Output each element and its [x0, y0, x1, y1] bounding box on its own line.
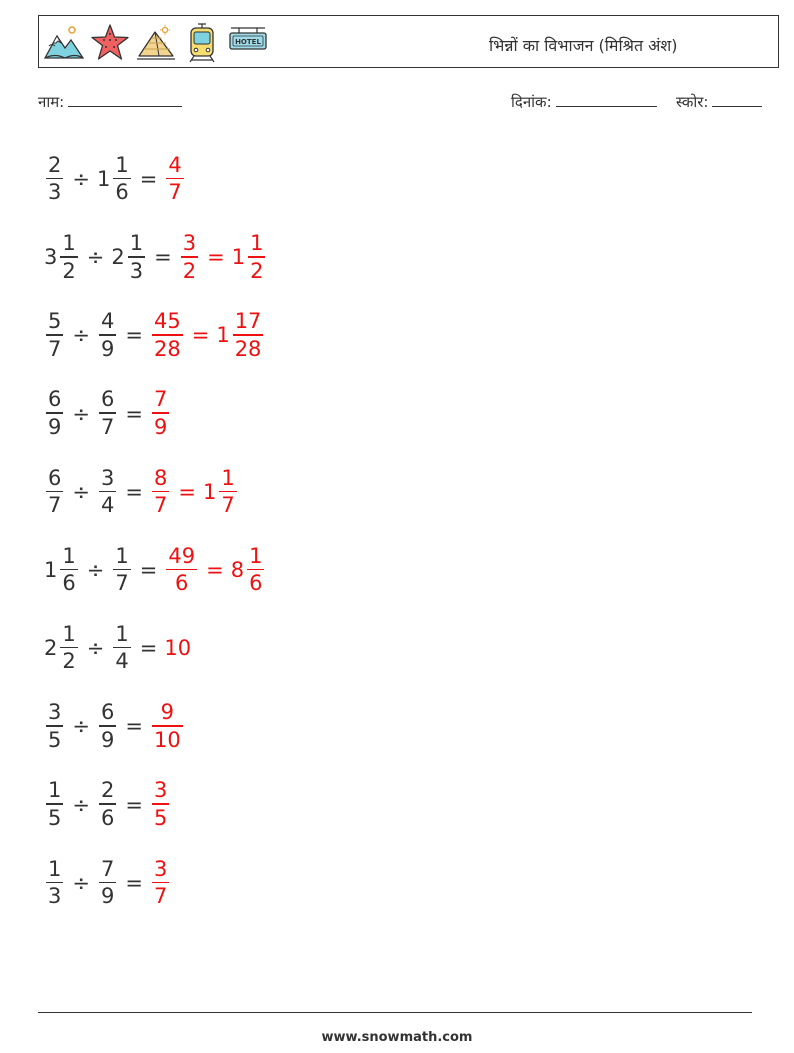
operand [44, 543, 80, 596]
operand [44, 152, 65, 205]
whole-number: 3 [44, 245, 58, 270]
numerator: 1 [48, 856, 62, 881]
mountain-icon [43, 22, 85, 64]
operand [97, 311, 118, 360]
problem-row [44, 687, 267, 765]
fraction [46, 780, 63, 829]
name-line[interactable] [68, 93, 182, 107]
denominator: 5 [48, 727, 62, 752]
equals-sign: = [191, 323, 210, 348]
fraction [46, 465, 63, 518]
equals-sign: = [154, 245, 172, 270]
denominator: 9 [48, 414, 62, 439]
denominator: 2 [62, 258, 76, 283]
fraction [99, 780, 116, 829]
operand [44, 465, 65, 518]
answer-term [150, 465, 171, 518]
problem-row [44, 296, 267, 374]
denominator: 7 [115, 571, 129, 596]
numerator: 49 [168, 543, 196, 568]
header-icons [43, 22, 269, 64]
operand [111, 543, 132, 596]
denominator: 2 [62, 649, 76, 674]
denominator: 6 [175, 571, 189, 596]
divide-sign: ÷ [72, 792, 90, 817]
denominator: 9 [153, 414, 168, 439]
fraction [152, 465, 169, 518]
equals-sign: = [125, 479, 143, 504]
starfish-icon [89, 22, 131, 64]
numerator: 1 [48, 778, 62, 803]
pyramid-icon [135, 22, 177, 64]
operand [44, 856, 65, 909]
answer-term [164, 636, 192, 660]
equals-sign: = [139, 167, 158, 192]
answer-term [202, 465, 239, 518]
numerator: 1 [221, 465, 235, 490]
divide-sign: ÷ [86, 636, 105, 661]
fraction [46, 152, 63, 205]
problem-row [44, 609, 267, 687]
fraction [113, 152, 130, 205]
fraction [166, 543, 197, 596]
score-label: स्कोर: [676, 93, 709, 111]
answer-term [164, 543, 199, 596]
whole-number: 1 [216, 323, 230, 348]
denominator: 7 [221, 493, 235, 518]
operand [44, 780, 65, 829]
numerator: 1 [249, 543, 263, 568]
denominator: 5 [48, 805, 62, 830]
problem-row [44, 218, 267, 296]
equals-sign: = [125, 870, 143, 895]
numerator: 1 [115, 543, 129, 568]
denominator: 7 [153, 493, 168, 518]
page-title: भिन्नों का विभाजन (मिश्रित अंश) [489, 36, 678, 55]
denominator: 2 [182, 258, 197, 283]
divide-sign: ÷ [72, 323, 90, 348]
numerator: 4 [168, 152, 182, 177]
denominator: 7 [48, 336, 62, 361]
numerator: 6 [48, 465, 62, 490]
denominator: 7 [100, 414, 115, 439]
denominator: 2 [250, 258, 264, 283]
operand [97, 780, 118, 829]
operand [44, 702, 65, 751]
numerator: 3 [153, 778, 168, 803]
numerator: 2 [48, 152, 62, 177]
divide-sign: ÷ [72, 714, 90, 739]
numerator: 6 [100, 387, 115, 412]
denominator: 6 [249, 571, 263, 596]
numerator: 1 [115, 621, 129, 646]
problem-list [44, 140, 267, 922]
denominator: 7 [153, 884, 168, 909]
answer-term [216, 311, 265, 360]
numerator: 17 [234, 309, 262, 334]
fraction [166, 152, 183, 205]
header-box [38, 15, 779, 68]
fraction [152, 702, 183, 751]
fraction [128, 233, 145, 282]
numerator: 6 [48, 387, 62, 412]
denominator: 28 [153, 336, 181, 361]
score-field [676, 92, 762, 112]
footer-website: www.snowmath.com [321, 1030, 473, 1045]
numerator: 3 [100, 465, 115, 490]
problem-row [44, 375, 267, 453]
name-label: नाम: [38, 93, 65, 111]
numerator: 1 [62, 231, 76, 256]
fraction [248, 233, 265, 282]
fraction [46, 702, 63, 751]
answer-term [150, 702, 185, 751]
denominator: 9 [100, 727, 115, 752]
fraction [233, 311, 264, 360]
denominator: 3 [48, 180, 62, 205]
score-line[interactable] [712, 93, 762, 107]
whole-number: 1 [44, 558, 58, 583]
name-field [38, 92, 182, 112]
denominator: 10 [153, 727, 181, 752]
numerator: 6 [100, 700, 115, 725]
denominator: 28 [234, 336, 262, 361]
whole-number: 1 [202, 479, 217, 504]
whole-number: 10 [164, 636, 192, 661]
fraction [152, 856, 169, 909]
fraction [60, 543, 77, 596]
divide-sign: ÷ [86, 245, 105, 270]
divide-sign: ÷ [72, 401, 90, 426]
whole-number: 1 [231, 245, 246, 270]
denominator: 5 [153, 805, 168, 830]
numerator: 9 [160, 700, 175, 725]
fraction [219, 465, 236, 518]
equals-sign: = [178, 479, 196, 504]
problem-row [44, 531, 267, 609]
fraction [99, 389, 116, 438]
fraction [247, 543, 264, 596]
problem-row [44, 844, 267, 922]
answer-term [232, 233, 268, 282]
operand [111, 233, 147, 282]
numerator: 1 [250, 231, 264, 256]
answer-term [164, 152, 185, 205]
answer-term [179, 233, 200, 282]
divide-sign: ÷ [86, 558, 105, 583]
fraction [60, 621, 77, 674]
numerator: 4 [100, 309, 115, 334]
fraction [46, 311, 63, 360]
fraction [46, 389, 63, 438]
operand [97, 389, 118, 438]
whole-number: 1 [96, 167, 111, 192]
operand [97, 702, 118, 751]
numerator: 1 [129, 231, 144, 256]
denominator: 4 [115, 649, 129, 674]
answer-term [150, 311, 185, 360]
problem-row [44, 453, 267, 531]
answer-term [150, 780, 171, 829]
fraction [99, 856, 116, 909]
operand [44, 311, 65, 360]
denominator: 6 [62, 571, 76, 596]
answer-term [150, 856, 171, 909]
fraction [46, 856, 63, 909]
denominator: 7 [48, 493, 62, 518]
problem-row [44, 766, 267, 844]
denominator: 9 [100, 884, 115, 909]
denominator: 6 [115, 180, 129, 205]
hotel-sign-text: HOTEL [235, 38, 261, 46]
denominator: 4 [100, 493, 115, 518]
fraction [152, 389, 169, 438]
operand [96, 152, 133, 205]
divide-sign: ÷ [72, 167, 90, 192]
date-line[interactable] [556, 93, 657, 107]
fraction [99, 702, 116, 751]
numerator: 3 [153, 856, 168, 881]
hotel-sign-icon [227, 22, 269, 64]
operand [97, 856, 118, 909]
footer-divider [38, 1012, 752, 1013]
numerator: 7 [153, 387, 168, 412]
operand [44, 233, 80, 282]
equals-sign: = [139, 636, 158, 661]
fraction [152, 311, 183, 360]
numerator: 7 [100, 856, 115, 881]
whole-number: 2 [44, 636, 58, 661]
whole-number: 8 [230, 558, 245, 583]
equals-sign: = [139, 558, 158, 583]
numerator: 3 [48, 700, 62, 725]
numerator: 8 [153, 465, 168, 490]
denominator: 3 [129, 258, 144, 283]
equals-sign: = [206, 558, 224, 583]
numerator: 1 [62, 621, 76, 646]
equals-sign: = [125, 714, 143, 739]
divide-sign: ÷ [72, 479, 90, 504]
operand [44, 621, 80, 674]
fraction [99, 311, 116, 360]
numerator: 1 [115, 152, 129, 177]
fraction [152, 780, 169, 829]
denominator: 6 [100, 805, 115, 830]
operand [111, 621, 132, 674]
problem-row [44, 140, 267, 218]
denominator: 7 [168, 180, 182, 205]
fraction [113, 543, 130, 596]
operand [44, 389, 65, 438]
denominator: 9 [100, 336, 115, 361]
answer-term [150, 389, 171, 438]
equals-sign: = [125, 401, 143, 426]
numerator: 45 [153, 309, 181, 334]
numerator: 3 [182, 231, 197, 256]
tram-icon [181, 22, 223, 64]
operand [97, 465, 118, 518]
numerator: 2 [100, 778, 115, 803]
equals-sign: = [125, 792, 143, 817]
numerator: 5 [48, 309, 62, 334]
fraction [60, 233, 77, 282]
whole-number: 2 [111, 245, 125, 270]
fraction [181, 233, 198, 282]
divide-sign: ÷ [72, 870, 90, 895]
date-label: दिनांक: [511, 93, 552, 111]
denominator: 3 [48, 884, 62, 909]
fraction [99, 465, 116, 518]
fraction [113, 621, 130, 674]
equals-sign: = [125, 323, 143, 348]
date-field [511, 92, 657, 112]
equals-sign: = [207, 245, 225, 270]
answer-term [230, 543, 267, 596]
numerator: 1 [62, 543, 76, 568]
